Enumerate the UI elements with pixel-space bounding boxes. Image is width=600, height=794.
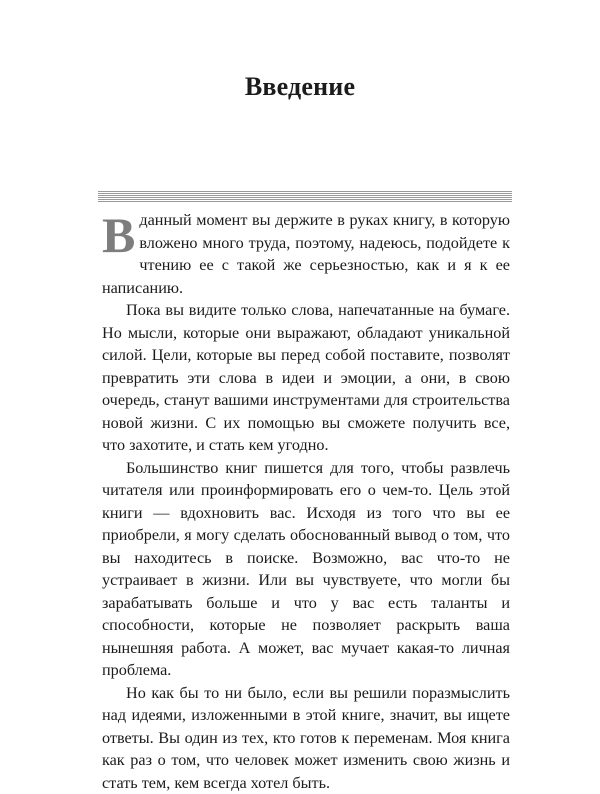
paragraph-1-text: данный момент вы держите в руках книгу, в которую вложено много труда, поэтому, надеюсь, подойдете к чтению ее с такой же серьезностью, как и я к ее написанию. bbox=[102, 211, 510, 297]
drop-cap: В bbox=[102, 215, 135, 255]
chapter-title: Введение bbox=[0, 72, 600, 102]
paragraph-4: Но как бы то ни было, если вы решили поразмыслить над идеями, изложенными в этой книге, значит, вы ищете ответы. Вы один из тех, кто готов к переменам. Моя книга как раз о том, что человек может изменить свою жизнь и стать тем, кем всегда хотел быть. bbox=[102, 682, 510, 794]
paragraph-2: Пока вы видите только слова, напечатанные на бумаге. Но мысли, которые они выражают, обладают уникальной силой. Цели, которые вы перед собой поставите, позволят превратить эти слова в идеи и эмоции, а они, в свою очередь, станут вашими инструментами для строительства новой жизни. С их помощью вы сможете получить все, что захотите, и стать кем угодно. bbox=[102, 299, 510, 457]
body-text bbox=[102, 209, 510, 794]
paragraph-1 bbox=[102, 209, 510, 299]
decorative-divider bbox=[98, 191, 512, 202]
paragraph-3: Большинство книг пишется для того, чтобы развлечь читателя или проинформировать его о чем-то. Цель этой книги — вдохновить вас. Исходя из того что вы ее приобрели, я могу сделать обоснованный вывод о том, что вы находитесь в поиске. Возможно, вас что-то не устраивает в жизни. Или вы чувствуете, что могли бы зарабатывать больше и что у вас есть таланты и способности, которые не позволяет раскрыть ваша нынешняя работа. А может, вас мучает какая-то личная проблема. bbox=[102, 457, 510, 682]
